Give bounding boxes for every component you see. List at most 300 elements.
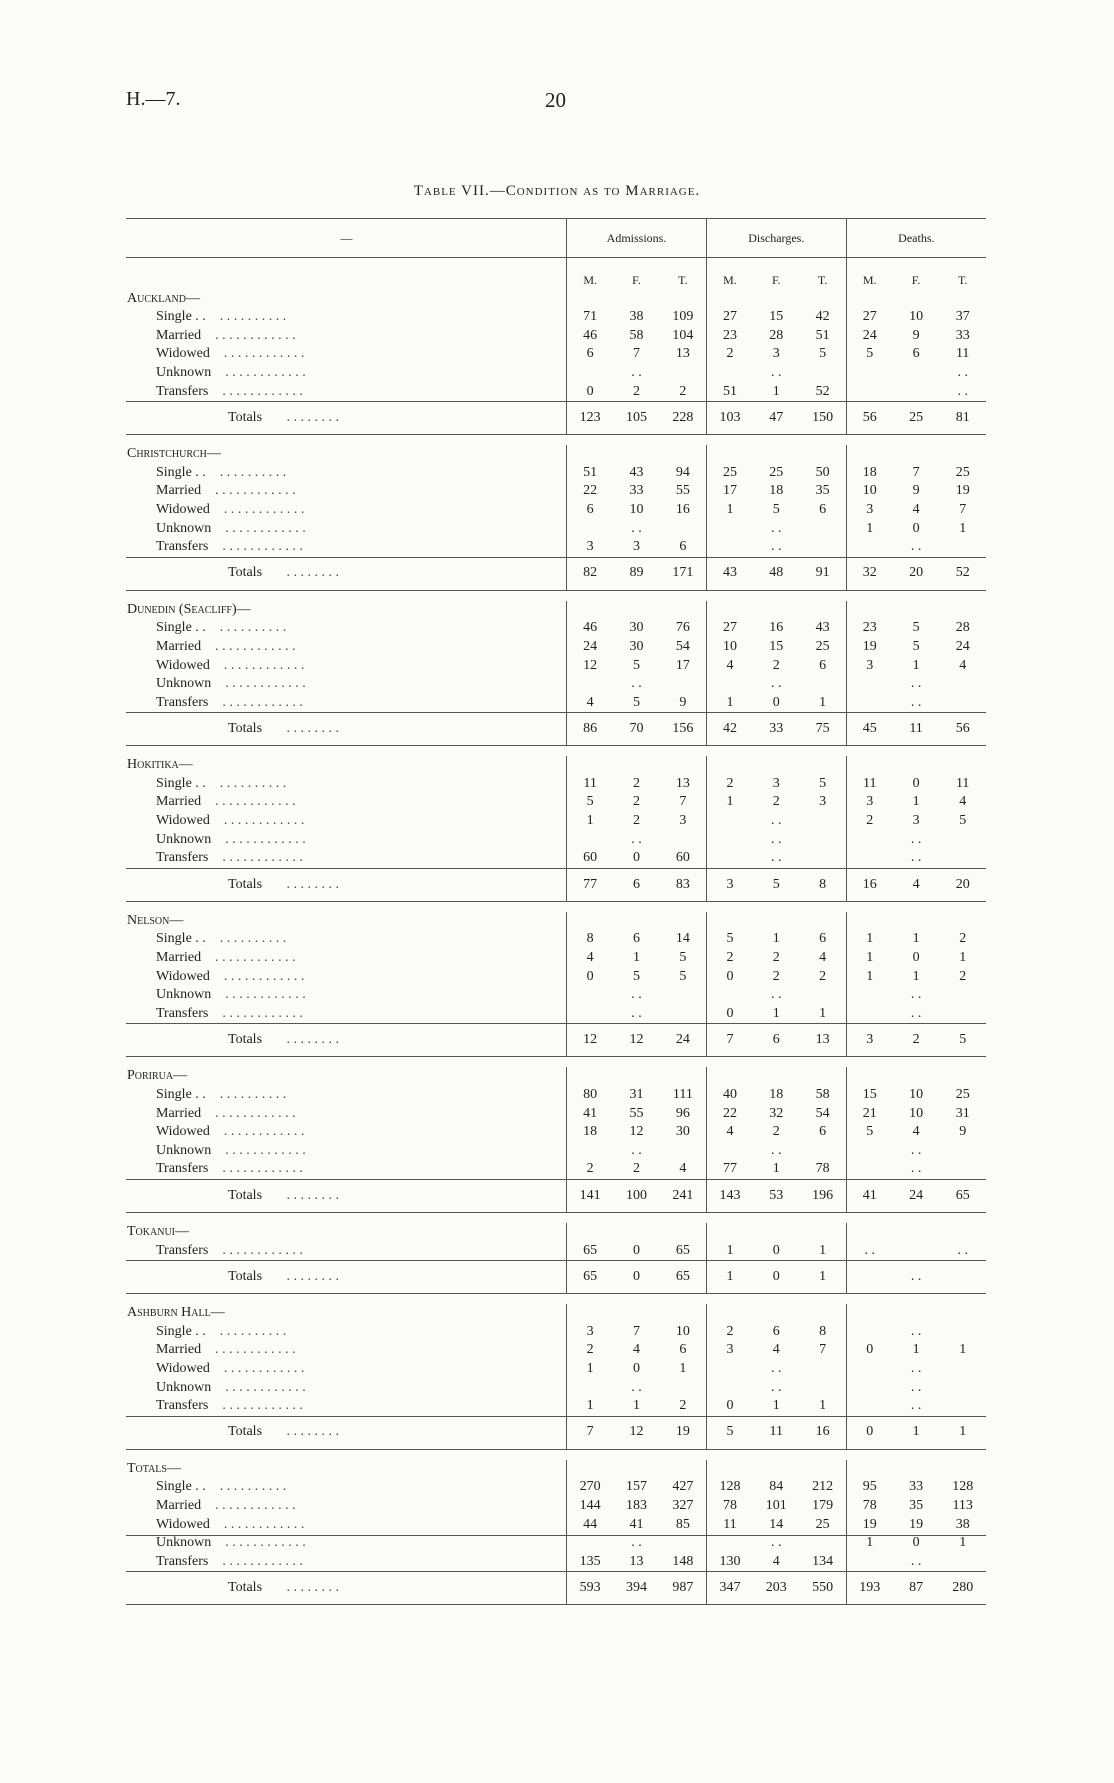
value-cell: 78 [815, 1161, 830, 1177]
value-cell: . . [910, 676, 922, 692]
section-name: Nelson— [127, 912, 184, 928]
value-cell: 141 [567, 1179, 614, 1212]
sub-header-cell: F. [771, 273, 781, 287]
section-heading-row [126, 912, 986, 931]
value-cell: 2 [567, 1341, 614, 1360]
totals-label-text: Totals [228, 876, 263, 892]
empty-cell [800, 1223, 847, 1242]
value-cell: 56 [846, 402, 893, 435]
value-cell: 2 [633, 775, 640, 791]
value-cell: 0 [912, 1535, 920, 1551]
value-cell [567, 986, 614, 1005]
row-label [126, 501, 567, 520]
empty-cell [893, 1223, 940, 1242]
row-label-text: Married [156, 483, 202, 499]
value-cell: 94 [675, 464, 690, 480]
value-cell: 5 [567, 793, 614, 812]
empty-cell [706, 912, 753, 931]
value-cell: 2 [679, 1398, 687, 1414]
value-cell [706, 538, 753, 557]
sub-header-cell: T. [817, 273, 828, 287]
value-cell: . . [910, 850, 922, 866]
totals-label-text: Totals [228, 565, 263, 581]
empty-cell [939, 1067, 986, 1086]
value-cell: 6 [819, 501, 827, 517]
value-cell [567, 520, 614, 539]
section-heading-row [126, 756, 986, 775]
table-row [126, 1005, 986, 1024]
value-cell: 3 [772, 775, 780, 791]
value-cell: 5 [633, 968, 640, 984]
empty-cell [706, 1223, 753, 1242]
value-cell: 1 [567, 812, 614, 831]
value-cell [567, 1005, 614, 1024]
value-cell [846, 1360, 893, 1379]
value-cell: 8 [567, 930, 614, 949]
value-cell: 20 [939, 868, 986, 901]
value-cell: 13 [629, 1553, 644, 1569]
row-label-text: Married [156, 638, 202, 654]
value-cell [706, 986, 753, 1005]
value-cell [567, 831, 614, 850]
value-cell: 4 [912, 1124, 920, 1140]
leader-dots: . . . . . . . . [286, 1187, 340, 1203]
empty-cell [800, 601, 847, 620]
value-cell: 0 [772, 1242, 780, 1258]
value-cell: 16 [800, 1416, 847, 1449]
value-cell: 3 [567, 538, 614, 557]
value-cell: 5 [753, 868, 800, 901]
section-name: Tokanui— [127, 1223, 189, 1239]
totals-label [126, 1179, 567, 1212]
row-label-text: Married [156, 1342, 202, 1358]
row-label [126, 793, 567, 812]
value-cell: 4 [772, 1342, 780, 1358]
value-cell: 14 [675, 931, 690, 947]
value-cell [800, 538, 847, 557]
value-cell: 58 [629, 327, 644, 343]
leader-dots: . . . . . . . . . . . . [225, 987, 306, 1003]
value-cell: 427 [672, 1479, 694, 1495]
row-label-text: Widowed [156, 657, 210, 673]
value-cell [846, 1005, 893, 1024]
value-cell: 46 [567, 327, 614, 346]
section-name: Ashburn Hall— [127, 1305, 225, 1321]
value-cell [800, 1379, 847, 1398]
table-row [126, 482, 986, 501]
value-cell: 15 [846, 1086, 893, 1105]
row-label-text: Unknown [156, 520, 212, 536]
table-row [126, 345, 986, 364]
value-cell: 280 [939, 1572, 986, 1605]
value-cell: 85 [675, 1516, 690, 1532]
empty-cell [567, 601, 614, 620]
section-spacer [126, 435, 986, 446]
value-cell: 25 [769, 464, 784, 480]
leader-dots: . . . . . . . . . . . . [225, 1535, 306, 1551]
leader-dots: . . . . . . . . [286, 565, 340, 581]
row-label-text: Single . . [156, 464, 206, 480]
leader-dots: . . . . . . . . . . . . [225, 676, 306, 692]
empty-cell [846, 1460, 893, 1479]
spacer-cell [126, 1212, 986, 1223]
value-cell: 5 [846, 1123, 893, 1142]
leader-dots: . . . . . . . . . . . . [215, 794, 296, 810]
value-cell: 1 [959, 1535, 967, 1551]
value-cell: . . [631, 831, 642, 847]
leader-dots: . . . . . . . . . . [219, 464, 287, 480]
row-label-text: Transfers [156, 1005, 209, 1021]
value-cell [846, 694, 893, 713]
empty-cell [753, 756, 800, 775]
value-cell: 143 [706, 1179, 753, 1212]
totals-label [126, 402, 567, 435]
empty-cell [893, 445, 940, 464]
value-cell: 2 [633, 794, 640, 810]
value-cell: 89 [613, 557, 660, 590]
value-cell: 4 [706, 657, 753, 676]
leader-dots: . . . . . . . . . . . . [223, 501, 305, 517]
value-cell: 24 [660, 1024, 707, 1057]
empty-cell [846, 912, 893, 931]
row-label [126, 1123, 567, 1142]
spacer-cell [126, 1294, 986, 1305]
totals-label [126, 1024, 567, 1057]
value-cell: 23 [706, 327, 753, 346]
value-cell: 32 [846, 557, 893, 590]
value-cell [800, 1534, 847, 1553]
row-label-text: Widowed [156, 501, 210, 517]
value-cell: 28 [769, 327, 784, 343]
value-cell: 27 [846, 308, 893, 327]
row-label-text: Single . . [156, 309, 206, 325]
empty-cell [567, 912, 614, 931]
empty-cell [706, 601, 753, 620]
row-label-text: Transfers [156, 694, 209, 710]
sub-header-cell: T. [957, 273, 968, 287]
section-name: Auckland— [127, 290, 200, 306]
value-cell: 1 [819, 694, 827, 710]
value-cell: 1 [912, 968, 920, 984]
value-cell: 22 [706, 1105, 753, 1124]
table-row [126, 1397, 986, 1416]
empty-cell [753, 1460, 800, 1479]
value-cell: 1 [706, 501, 753, 520]
value-cell [706, 831, 753, 850]
value-cell: 18 [846, 464, 893, 483]
value-cell: . . [893, 1261, 940, 1294]
value-cell: . . [771, 364, 782, 380]
value-cell: 3 [846, 1024, 893, 1057]
value-cell: 5 [706, 1416, 753, 1449]
value-cell: . . [631, 987, 642, 1003]
value-cell: 2 [819, 968, 827, 984]
value-cell: 2 [633, 813, 640, 829]
leader-dots: . . . . . . . . . . [219, 931, 287, 947]
value-cell: 87 [893, 1572, 940, 1605]
column-header-row [126, 219, 986, 258]
value-cell: 135 [567, 1553, 614, 1572]
leader-dots: . . . . . . . . . . . . [215, 1342, 296, 1358]
value-cell: 65 [939, 1179, 986, 1212]
value-cell: 53 [753, 1179, 800, 1212]
empty-cell [660, 1304, 707, 1323]
value-cell [939, 1323, 986, 1342]
value-cell: . . [631, 364, 642, 380]
value-cell: 1 [959, 950, 967, 966]
value-cell: 150 [800, 402, 847, 435]
value-cell [660, 1534, 707, 1553]
value-cell: 179 [812, 1497, 834, 1513]
value-cell: 81 [939, 402, 986, 435]
value-cell: 1 [800, 1261, 847, 1294]
value-cell: 1 [772, 1398, 780, 1414]
value-cell [800, 1360, 847, 1379]
value-cell: 2 [706, 949, 753, 968]
value-cell: . . [771, 1360, 782, 1376]
value-cell [939, 538, 986, 557]
value-cell: 0 [772, 694, 780, 710]
value-cell: 60 [567, 849, 614, 868]
leader-dots: . . . . . . . . . . . . [222, 383, 303, 399]
value-cell [846, 1553, 893, 1572]
value-cell: 16 [675, 501, 690, 517]
value-cell: 86 [567, 713, 614, 746]
value-cell: 270 [567, 1478, 614, 1497]
totals-row [126, 713, 986, 746]
value-cell: . . [910, 1323, 922, 1339]
value-cell: 22 [567, 482, 614, 501]
value-cell: 24 [846, 327, 893, 346]
value-cell: 15 [769, 638, 784, 654]
value-cell: 103 [706, 402, 753, 435]
row-label-text: Widowed [156, 1516, 210, 1532]
leader-dots: . . . . . . . . . . . . [223, 346, 305, 362]
table-row [126, 812, 986, 831]
value-cell [846, 1397, 893, 1416]
totals-label [126, 1572, 567, 1605]
value-cell: 0 [753, 1261, 800, 1294]
empty-cell [800, 912, 847, 931]
value-cell: 38 [955, 1516, 970, 1532]
row-label [126, 1142, 567, 1161]
row-label-text: Unknown [156, 364, 212, 380]
empty-cell [753, 445, 800, 464]
row-label [126, 1005, 567, 1024]
empty-cell [846, 1223, 893, 1242]
value-cell: 1 [959, 520, 967, 536]
value-cell: 4 [893, 868, 940, 901]
empty-cell [660, 445, 707, 464]
value-cell: 9 [912, 327, 920, 343]
value-cell: 2 [772, 950, 780, 966]
value-cell: 30 [675, 1124, 690, 1140]
value-cell: 0 [706, 1397, 753, 1416]
leader-dots: . . . . . . . . . . [219, 309, 287, 325]
leader-dots: . . . . . . . . . . . . [222, 1398, 303, 1414]
discharges-header: Discharges. [706, 219, 846, 258]
value-cell: 3 [819, 794, 827, 810]
value-cell [893, 383, 940, 402]
value-cell [706, 849, 753, 868]
value-cell: . . [631, 1005, 642, 1021]
empty-cell [706, 1067, 753, 1086]
value-cell: 2 [633, 383, 640, 399]
table-row [126, 1105, 986, 1124]
document-code: H.—7. [126, 88, 181, 110]
value-cell: 51 [706, 383, 753, 402]
table-row [126, 775, 986, 794]
row-label-text: Widowed [156, 813, 210, 829]
value-cell: 228 [660, 402, 707, 435]
totals-label-text: Totals [228, 409, 263, 425]
empty-cell [893, 1067, 940, 1086]
value-cell: 203 [753, 1572, 800, 1605]
table-body [126, 258, 986, 1605]
section-heading-row [126, 601, 986, 620]
value-cell: 77 [567, 868, 614, 901]
value-cell: 12 [629, 1124, 644, 1140]
section-spacer [126, 590, 986, 601]
value-cell: 2 [772, 657, 780, 673]
value-cell: 3 [679, 813, 687, 829]
value-cell: 327 [672, 1497, 694, 1513]
empty-cell [893, 756, 940, 775]
value-cell [706, 1142, 753, 1161]
value-cell: 171 [660, 557, 707, 590]
row-label [126, 986, 567, 1005]
value-cell: 12 [613, 1416, 660, 1449]
value-cell: 5 [819, 775, 827, 791]
value-cell: 41 [629, 1516, 644, 1532]
value-cell: 33 [629, 483, 644, 499]
leader-dots: . . . . . . . . . . [219, 1323, 287, 1339]
value-cell: 4 [706, 1123, 753, 1142]
value-cell: 1 [893, 1416, 940, 1449]
value-cell [660, 986, 707, 1005]
section-heading-row [126, 1304, 986, 1323]
row-label-text: Transfers [156, 850, 209, 866]
sub-header-cell: F. [632, 273, 641, 287]
value-cell: 593 [567, 1572, 614, 1605]
value-cell: 1 [939, 1416, 986, 1449]
value-cell: 12 [567, 657, 614, 676]
value-cell: 193 [846, 1572, 893, 1605]
value-cell: . . [910, 1360, 922, 1376]
empty-cell [567, 1304, 614, 1323]
value-cell [800, 831, 847, 850]
row-label [126, 1323, 567, 1342]
value-cell: . . [910, 1398, 922, 1414]
value-cell: . . [910, 694, 922, 710]
value-cell: 1 [706, 1261, 753, 1294]
row-label [126, 694, 567, 713]
value-cell: 5 [846, 345, 893, 364]
value-cell: 1 [567, 1397, 614, 1416]
section-heading-row [126, 290, 986, 309]
value-cell [893, 364, 940, 383]
value-cell [800, 1142, 847, 1161]
value-cell [800, 364, 847, 383]
empty-cell [706, 756, 753, 775]
value-cell: 2 [959, 968, 967, 984]
section-spacer [126, 1057, 986, 1068]
section-spacer [126, 746, 986, 757]
empty-cell [893, 601, 940, 620]
value-cell [939, 1397, 986, 1416]
value-cell: 35 [815, 483, 830, 499]
empty-cell [613, 445, 660, 464]
value-cell: . . [771, 850, 782, 866]
empty-cell [613, 912, 660, 931]
value-cell: 134 [812, 1553, 834, 1569]
row-label-text: Widowed [156, 1124, 210, 1140]
value-cell: 7 [959, 501, 967, 517]
leader-dots: . . . . . . . . [286, 720, 340, 736]
value-cell: 80 [567, 1086, 614, 1105]
value-cell: 56 [939, 713, 986, 746]
leader-dots: . . . . . . . . . . . . [222, 1242, 303, 1258]
value-cell [846, 364, 893, 383]
table-row [126, 1086, 986, 1105]
sub-header-row [126, 258, 986, 290]
value-cell: 2 [567, 1160, 614, 1179]
value-cell [939, 1379, 986, 1398]
value-cell: . . [771, 520, 782, 536]
section-heading-row [126, 1223, 986, 1242]
leader-dots: . . . . . . . . [286, 409, 340, 425]
value-cell: 28 [955, 620, 970, 636]
leader-dots: . . . . . . . . . . . . [225, 520, 306, 536]
value-cell: 12 [567, 1024, 614, 1057]
value-cell: 47 [753, 402, 800, 435]
section-name: Porirua— [127, 1068, 188, 1084]
value-cell: 1 [912, 794, 920, 810]
empty-cell [567, 1460, 614, 1479]
table-row [126, 1160, 986, 1179]
value-cell: 5 [633, 657, 640, 673]
value-cell: 0 [846, 1341, 893, 1360]
row-label [126, 1242, 567, 1261]
leader-dots: . . . . . . . . [286, 1424, 340, 1440]
value-cell: 33 [753, 713, 800, 746]
table-row [126, 1341, 986, 1360]
table-row [126, 831, 986, 850]
value-cell: 5 [819, 346, 827, 362]
section-name: Totals— [127, 1460, 181, 1476]
value-cell: 9 [679, 694, 687, 710]
leader-dots: . . . . . . . . . . . . [223, 657, 305, 673]
table-row [126, 849, 986, 868]
row-label [126, 1086, 567, 1105]
value-cell: 7 [633, 1323, 640, 1339]
value-cell: . . [910, 539, 922, 555]
empty-cell [753, 601, 800, 620]
leader-dots: . . . . . . . . . . . . [215, 1497, 296, 1513]
leader-dots: . . . . . . . . . . . . [215, 1105, 296, 1121]
admissions-header: Admissions. [567, 219, 707, 258]
row-label-text: Transfers [156, 1161, 209, 1177]
row-label-text: Single . . [156, 1479, 206, 1495]
value-cell: 82 [567, 557, 614, 590]
value-cell [567, 675, 614, 694]
value-cell: 2 [706, 775, 753, 794]
value-cell: 24 [567, 638, 614, 657]
totals-label [126, 1416, 567, 1449]
value-cell: 55 [675, 483, 690, 499]
empty-cell [660, 912, 707, 931]
row-label-text: Transfers [156, 1553, 209, 1569]
